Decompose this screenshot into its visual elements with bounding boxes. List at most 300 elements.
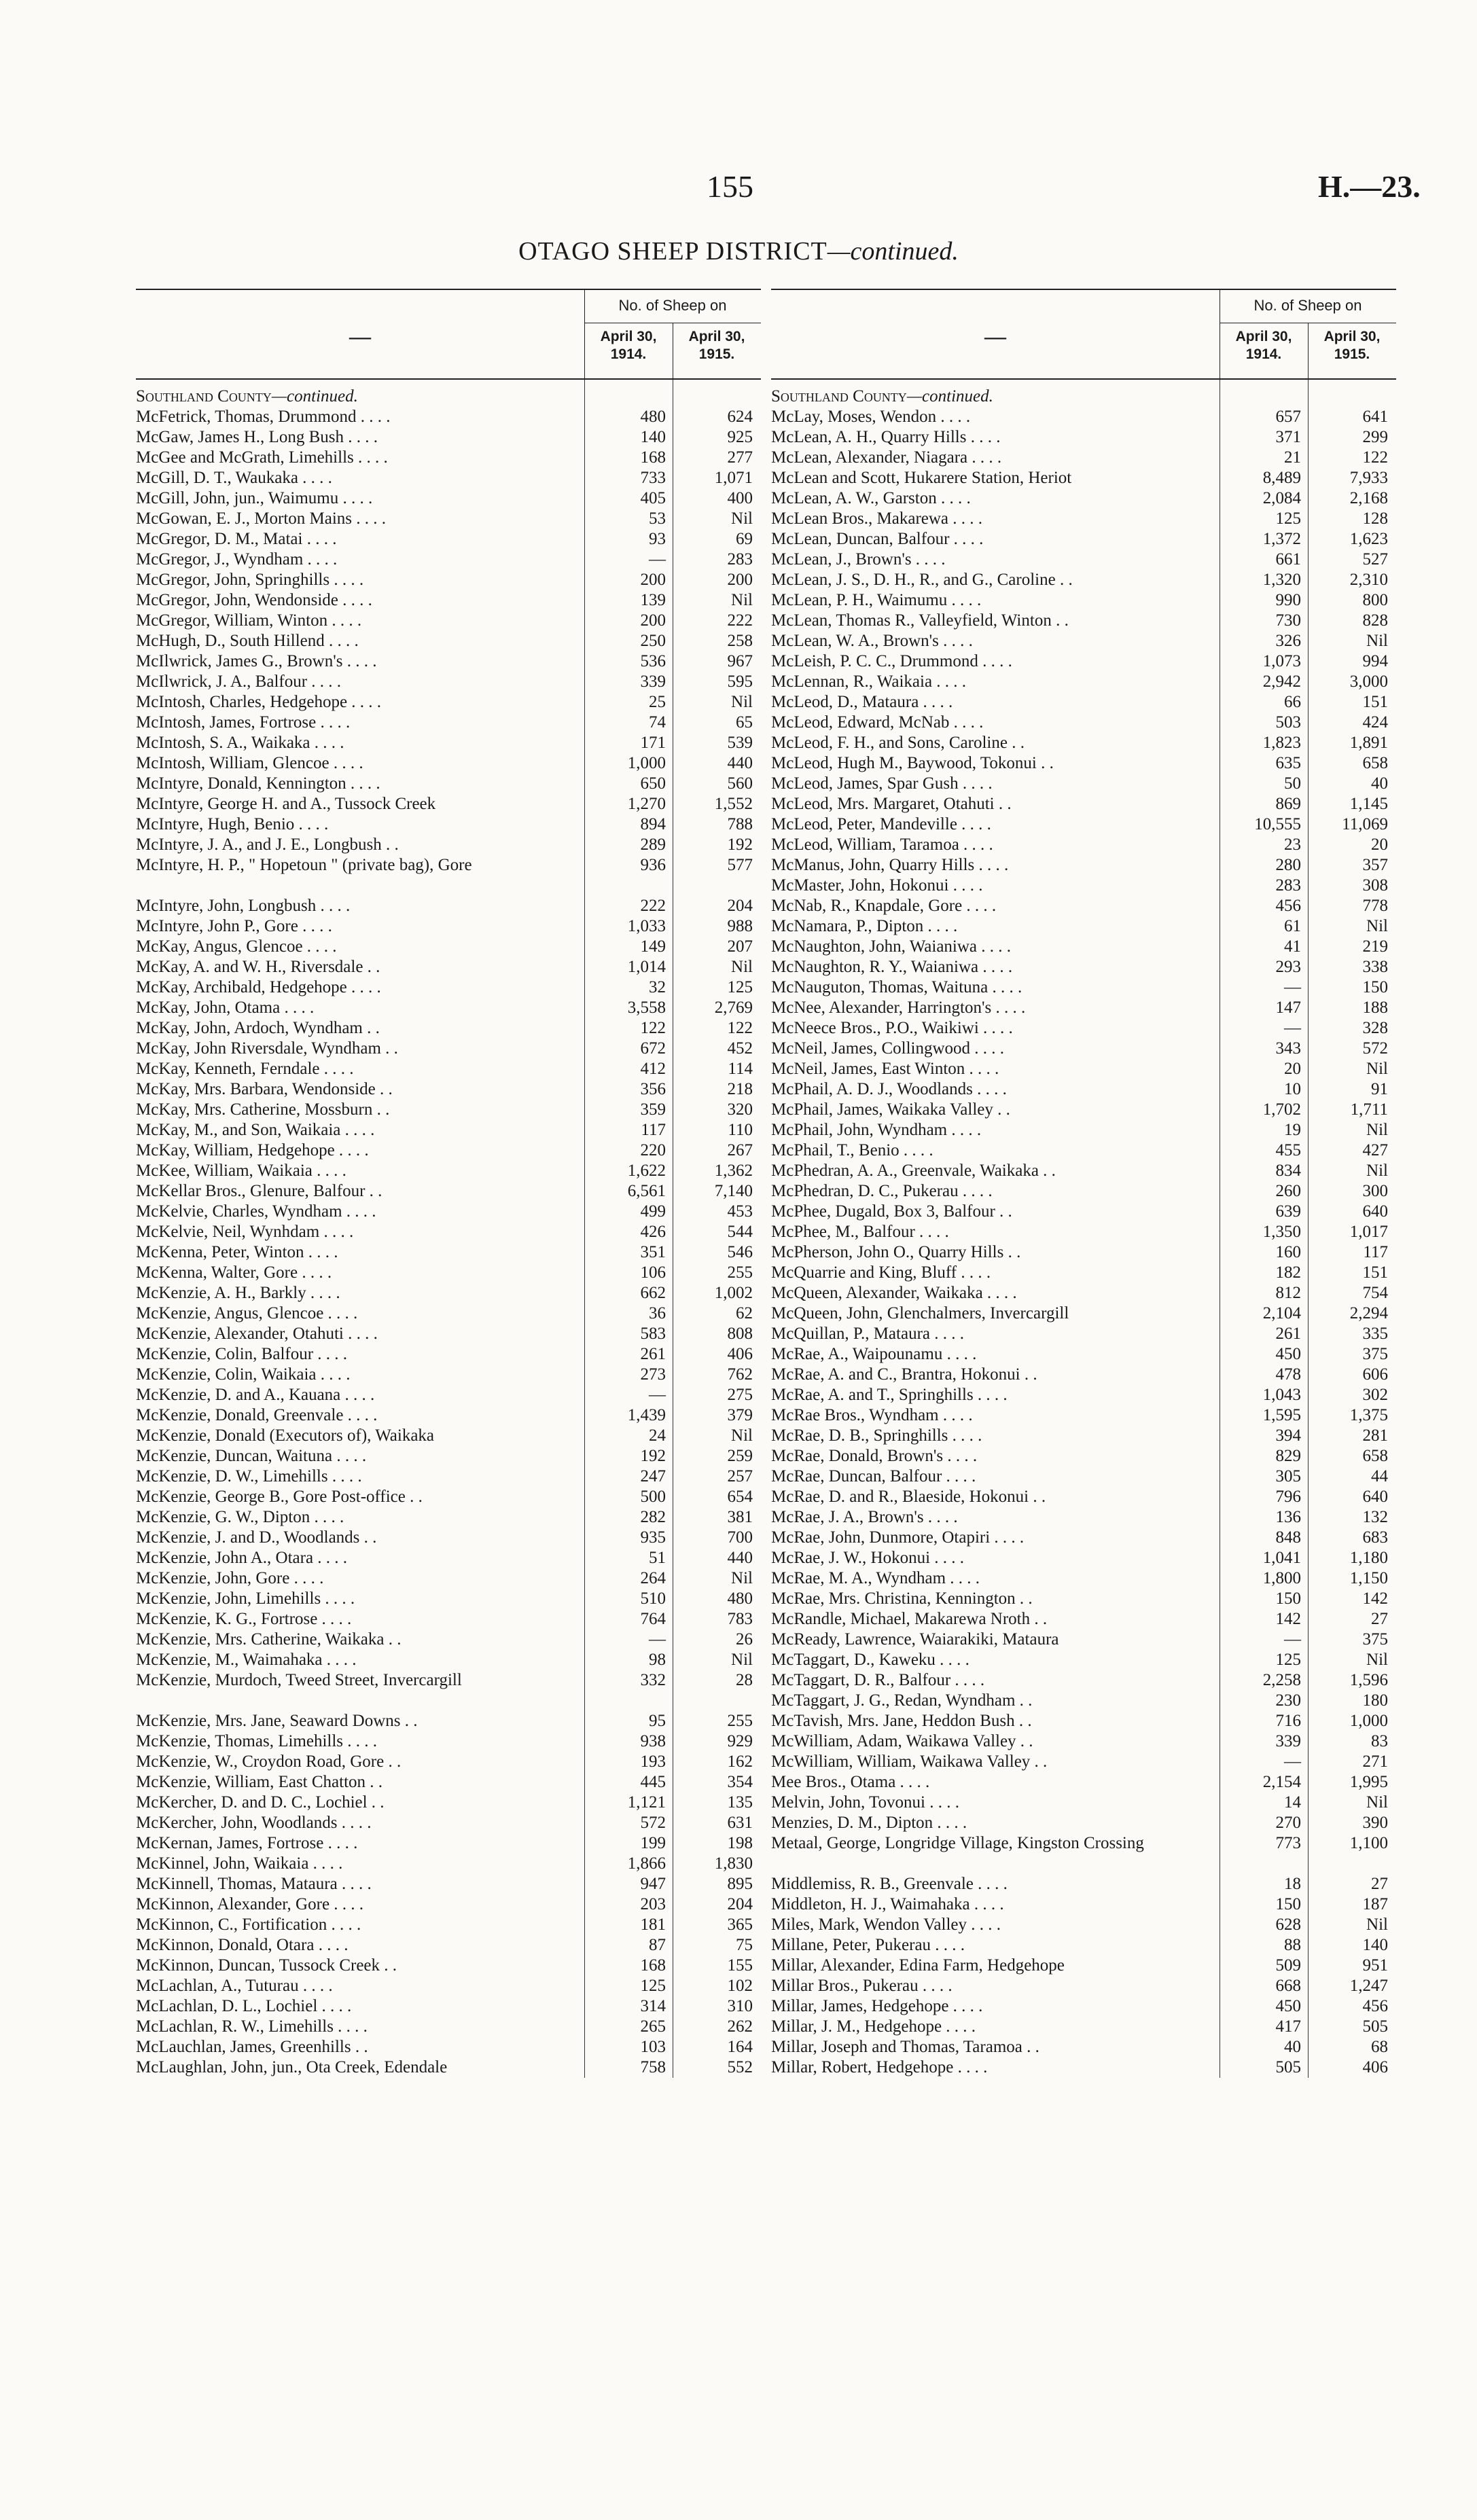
- table-row: [136, 1874, 761, 1894]
- page-title: [0, 236, 1477, 266]
- table-row: [771, 1405, 1396, 1426]
- table-row: [136, 1202, 761, 1222]
- page-number: 155: [707, 169, 753, 204]
- sheep-1915: 2,168: [1349, 489, 1388, 507]
- sheep-1915: Nil: [1366, 1651, 1388, 1669]
- table-row: [771, 753, 1396, 774]
- owner-name: McPhee, Dugald, Box 3, Balfour . .: [771, 1202, 1012, 1221]
- sheep-1914: 171: [640, 734, 666, 752]
- sheep-1914: 10: [1284, 1080, 1301, 1098]
- sheep-1915: 925: [727, 428, 753, 446]
- table-row: [771, 896, 1396, 916]
- sheep-1914: 351: [640, 1243, 666, 1261]
- sheep-1914: —: [1284, 1019, 1301, 1037]
- sheep-1914: 812: [1275, 1284, 1301, 1302]
- sheep-1915: 406: [1362, 2058, 1388, 2076]
- sheep-1914: 371: [1275, 428, 1301, 446]
- table-row: [136, 529, 761, 550]
- sheep-1915: 68: [1371, 2038, 1388, 2056]
- sheep-1914: 635: [1275, 754, 1301, 772]
- table-row: [136, 1365, 761, 1385]
- sheep-1915: 375: [1362, 1345, 1388, 1363]
- sheep-1914: 326: [1275, 632, 1301, 650]
- sheep-1914: 936: [640, 856, 666, 874]
- sheep-1914: 343: [1275, 1039, 1301, 1058]
- owner-name: McKenzie, Murdoch, Tweed Street, Invercargill: [136, 1671, 462, 1689]
- table-row: [136, 1915, 761, 1935]
- table-row: [771, 1140, 1396, 1161]
- table-row: [136, 1630, 761, 1650]
- sheep-1914: 1,622: [627, 1162, 666, 1180]
- sheep-1915: 44: [1371, 1467, 1388, 1486]
- table-row: [771, 876, 1396, 896]
- owner-name: McLay, Moses, Wendon . . . .: [771, 408, 971, 426]
- sheep-1915: 28: [736, 1671, 753, 1689]
- sheep-1914: 181: [640, 1915, 666, 1934]
- sheep-1914: 168: [640, 1956, 666, 1975]
- table-row: [771, 692, 1396, 713]
- sheep-1914: 426: [640, 1223, 666, 1241]
- sheep-1914: 23: [1284, 835, 1301, 854]
- sheep-1914: 40: [1284, 2038, 1301, 2056]
- owner-name: McIntosh, S. A., Waikaka . . . .: [136, 734, 344, 752]
- sheep-1914: 20: [1284, 1060, 1301, 1078]
- owner-name: McKay, William, Hedgehope . . . .: [136, 1141, 369, 1159]
- table-row: [136, 1140, 761, 1161]
- owner-name: McIntyre, Hugh, Benio . . . .: [136, 815, 329, 833]
- table-row: [136, 1731, 761, 1752]
- sheep-1914: 139: [640, 591, 666, 609]
- owner-name: McKenzie, John, Limehills . . . .: [136, 1589, 355, 1608]
- owner-name: McGowan, E. J., Morton Mains . . . .: [136, 509, 387, 528]
- sheep-1915: 75: [736, 1936, 753, 1954]
- sheep-1915: 354: [727, 1773, 753, 1791]
- sheep-1915: 299: [1362, 428, 1388, 446]
- sheep-1914: 990: [1275, 591, 1301, 609]
- table-row: [136, 1833, 761, 1854]
- sheep-1914: 1,320: [1262, 571, 1301, 589]
- sheep-1915: 658: [1362, 754, 1388, 772]
- owner-name: McNaughton, John, Waianiwa . . . .: [771, 937, 1012, 956]
- sheep-1915: 328: [1362, 1019, 1388, 1037]
- sheep-1914: 848: [1275, 1528, 1301, 1547]
- table-row: [136, 448, 761, 468]
- table-row: [771, 1956, 1396, 1976]
- owner-name: McPhee, M., Balfour . . . .: [771, 1223, 949, 1241]
- sheep-1914: 764: [640, 1610, 666, 1628]
- sheep-1915: 560: [727, 774, 753, 793]
- owner-name: McKenzie, Colin, Waikaia . . . .: [136, 1365, 351, 1384]
- sheep-1914: 117: [641, 1121, 666, 1139]
- sheep-1914: 125: [1275, 1651, 1301, 1669]
- sheep-1915: 128: [1362, 509, 1388, 528]
- table-row: [136, 1100, 761, 1120]
- sheep-1915: 1,891: [1349, 734, 1388, 752]
- sheep-1914: 894: [640, 815, 666, 833]
- sheep-1915: 1,375: [1349, 1406, 1388, 1424]
- owner-name: McTaggart, D. R., Balfour . . . .: [771, 1671, 985, 1689]
- sheep-1914: 536: [640, 652, 666, 670]
- sheep-1914: 160: [1275, 1243, 1301, 1261]
- sheep-1914: 10,555: [1254, 815, 1301, 833]
- sheep-1915: 424: [1362, 713, 1388, 732]
- sheep-1915: 365: [727, 1915, 753, 1934]
- sheep-1915: 255: [727, 1263, 753, 1282]
- table-row: [136, 611, 761, 631]
- sheep-1914: 53: [649, 509, 666, 528]
- sheep-1915: 125: [727, 978, 753, 996]
- owner-name: McFetrick, Thomas, Drummond . . . .: [136, 408, 391, 426]
- header-group-label: No. of Sheep on: [618, 297, 727, 314]
- owner-name: McKenzie, J. and D., Woodlands . .: [136, 1528, 377, 1547]
- sheep-1915: 117: [1363, 1243, 1388, 1261]
- sheep-1914: 222: [640, 897, 666, 915]
- table-row: [136, 509, 761, 529]
- owner-name: McIlwrick, James G., Brown's . . . .: [136, 652, 377, 670]
- sheep-1915: 700: [727, 1528, 753, 1547]
- sheep-1914: 1,014: [627, 958, 666, 976]
- sheep-1915: 1,596: [1349, 1671, 1388, 1689]
- table-row: [771, 1466, 1396, 1487]
- table-row: [136, 1711, 761, 1731]
- header-dash: —: [349, 324, 371, 348]
- sheep-1914: 1,866: [627, 1854, 666, 1873]
- sheep-1915: 258: [727, 632, 753, 650]
- sheep-1914: 503: [1275, 713, 1301, 732]
- owner-name: McLachlan, R. W., Limehills . . . .: [136, 2017, 368, 2036]
- table-row: [771, 1528, 1396, 1548]
- owner-name: McKay, Kenneth, Ferndale . . . .: [136, 1060, 354, 1078]
- owner-name: McKay, A. and W. H., Riversdale . .: [136, 958, 380, 976]
- sheep-1915: Nil: [731, 1426, 753, 1445]
- owner-name: McKenna, Walter, Gore . . . .: [136, 1263, 332, 1282]
- sheep-1914: 773: [1275, 1834, 1301, 1852]
- sheep-1915: 204: [727, 1895, 753, 1913]
- sheep-1914: 250: [640, 632, 666, 650]
- sheep-1914: 199: [640, 1834, 666, 1852]
- table-row: [136, 814, 761, 835]
- sheep-1914: 168: [640, 448, 666, 467]
- table-row: [771, 998, 1396, 1018]
- sheep-1914: 450: [1275, 1345, 1301, 1363]
- sheep-1915: Nil: [1366, 917, 1388, 935]
- sheep-1914: 122: [640, 1019, 666, 1037]
- table-row: [771, 937, 1396, 957]
- sheep-1914: 36: [649, 1304, 666, 1322]
- owner-name: McKay, Angus, Glencoe . . . .: [136, 937, 337, 956]
- sheep-1914: 796: [1275, 1488, 1301, 1506]
- table-row: [771, 1283, 1396, 1303]
- owner-name: McKernan, James, Fortrose . . . .: [136, 1834, 358, 1852]
- sheep-1914: 672: [640, 1039, 666, 1058]
- owner-name: McKenzie, Colin, Balfour . . . .: [136, 1345, 348, 1363]
- sheep-1915: 1,145: [1349, 795, 1388, 813]
- owner-name: McWilliam, William, Waikawa Valley . .: [771, 1752, 1048, 1771]
- table-row: [136, 1344, 761, 1365]
- owner-name: McLeod, James, Spar Gush . . . .: [771, 774, 993, 793]
- sheep-1915: 595: [727, 672, 753, 691]
- sheep-1914: 500: [640, 1488, 666, 1506]
- sheep-1915: 778: [1362, 897, 1388, 915]
- owner-name: McGill, John, jun., Waimumu . . . .: [136, 489, 373, 507]
- table-row: [136, 957, 761, 977]
- owner-name: McGregor, J., Wyndham . . . .: [136, 550, 338, 569]
- owner-name: McIlwrick, J. A., Balfour . . . .: [136, 672, 342, 691]
- owner-name: McNab, R., Knapdale, Gore . . . .: [771, 897, 997, 915]
- sheep-1914: 51: [649, 1549, 666, 1567]
- owner-name: McKay, Mrs. Barbara, Wendonside . .: [136, 1080, 393, 1098]
- table-row: [771, 672, 1396, 692]
- owner-name: McKenzie, George B., Gore Post-office . .: [136, 1488, 423, 1506]
- table-row: [136, 835, 761, 855]
- sheep-1914: 2,942: [1262, 672, 1301, 691]
- sheep-1915: Nil: [1366, 1793, 1388, 1812]
- sheep-1914: 1,702: [1262, 1100, 1301, 1119]
- table-row: [771, 2037, 1396, 2057]
- owner-name: Metaal, George, Longridge Village, Kingston Crossing: [771, 1834, 1144, 1852]
- sheep-1914: 505: [1275, 2058, 1301, 2076]
- table-row: [136, 407, 761, 427]
- section-title: Southland County: [771, 387, 907, 406]
- sheep-1914: 661: [1275, 550, 1301, 569]
- owner-name: McKercher, D. and D. C., Lochiel . .: [136, 1793, 385, 1812]
- document-code: H.—23.: [1318, 169, 1421, 204]
- sheep-1915: 552: [727, 2058, 753, 2076]
- sheep-1915: 400: [727, 489, 753, 507]
- sheep-1914: 182: [1275, 1263, 1301, 1282]
- table-row: [771, 1772, 1396, 1793]
- sheep-1914: 6,561: [627, 1182, 666, 1200]
- owner-name: McIntyre, H. P., " Hopetoun " (private bag), Gore: [136, 856, 472, 874]
- sheep-1914: 14: [1284, 1793, 1301, 1812]
- owner-name: McKenzie, K. G., Fortrose . . . .: [136, 1610, 352, 1628]
- table-row: [771, 1731, 1396, 1752]
- sheep-1914: 1,439: [627, 1406, 666, 1424]
- owner-name: McLean, J. S., D. H., R., and G., Caroline . .: [771, 571, 1073, 589]
- sheep-1915: 122: [1362, 448, 1388, 467]
- owner-name: McGregor, John, Wendonside . . . .: [136, 591, 372, 609]
- sheep-1915: 427: [1362, 1141, 1388, 1159]
- owner-name: McLeod, D., Mataura . . . .: [771, 693, 953, 711]
- sheep-1914: 1,041: [1262, 1549, 1301, 1567]
- owner-name: McRae, John, Dunmore, Otapiri . . . .: [771, 1528, 1025, 1547]
- owner-name: McWilliam, Adam, Waikawa Valley . .: [771, 1732, 1033, 1750]
- section-title: Southland County: [136, 387, 272, 406]
- table-row: [136, 713, 761, 733]
- table-row: [136, 1263, 761, 1283]
- table-row: [136, 896, 761, 916]
- sheep-1915: 262: [727, 2017, 753, 2036]
- sheep-1915: 11,069: [1342, 815, 1388, 833]
- sheep-1915: 2,769: [714, 998, 753, 1017]
- owner-name: McLean and Scott, Hukarere Station, Heriot: [771, 469, 1072, 487]
- sheep-1914: 412: [640, 1060, 666, 1078]
- sheep-1914: 293: [1275, 958, 1301, 976]
- sheep-1915: 1,623: [1349, 530, 1388, 548]
- owner-name: Melvin, John, Tovonui . . . .: [771, 1793, 959, 1812]
- table-row: [771, 407, 1396, 427]
- sheep-1914: 455: [1275, 1141, 1301, 1159]
- table-row: [771, 570, 1396, 590]
- title-suffix: —continued.: [827, 237, 959, 266]
- table-row: [136, 1894, 761, 1915]
- owner-name: McKinnon, C., Fortification . . . .: [136, 1915, 361, 1934]
- owner-name: McRae, A. and C., Brantra, Hokonui . .: [771, 1365, 1037, 1384]
- table-row: [136, 1385, 761, 1405]
- sheep-1914: 733: [640, 469, 666, 487]
- sheep-1914: 834: [1275, 1162, 1301, 1180]
- sheep-1915: 310: [727, 1997, 753, 2015]
- sheep-1914: 2,084: [1262, 489, 1301, 507]
- table-row: [771, 1222, 1396, 1242]
- table-row: [771, 509, 1396, 529]
- table-row: [136, 2017, 761, 2037]
- owner-name: McRae, J. W., Hokonui . . . .: [771, 1549, 965, 1567]
- sheep-1914: 456: [1275, 897, 1301, 915]
- table-row: [136, 1772, 761, 1793]
- table-row: [136, 1813, 761, 1833]
- section-suffix: —continued.: [906, 387, 993, 406]
- owner-name: McRandle, Michael, Makarewa Nroth . .: [771, 1610, 1048, 1628]
- table-row: [136, 1222, 761, 1242]
- table-row: [771, 713, 1396, 733]
- sheep-1914: 935: [640, 1528, 666, 1547]
- sheep-1915: 967: [727, 652, 753, 670]
- sheep-1914: 265: [640, 2017, 666, 2036]
- owner-name: Middleton, H. J., Waimahaka . . . .: [771, 1895, 1004, 1913]
- table-row: [771, 1935, 1396, 1956]
- table-row: [136, 1120, 761, 1140]
- table-row: [136, 794, 761, 814]
- table-row: [136, 937, 761, 957]
- owner-name: McPhedran, A. A., Greenvale, Waikaka . .: [771, 1162, 1056, 1180]
- sheep-1915: 440: [727, 1549, 753, 1567]
- sheep-1914: 716: [1275, 1712, 1301, 1730]
- owner-name: McNamara, P., Dipton . . . .: [771, 917, 958, 935]
- owner-name: McLeish, P. C. C., Drummond . . . .: [771, 652, 1012, 670]
- sheep-1915: 267: [727, 1141, 753, 1159]
- sheep-1915: 180: [1362, 1691, 1388, 1710]
- sheep-1914: 314: [640, 1997, 666, 2015]
- sheep-1915: 828: [1362, 611, 1388, 630]
- sheep-1915: 2,310: [1349, 571, 1388, 589]
- owner-name: McKenzie, William, East Chatton . .: [136, 1773, 383, 1791]
- table-row: [136, 1609, 761, 1630]
- sheep-1915: 164: [727, 2038, 753, 2056]
- sheep-1915: 577: [727, 856, 753, 874]
- sheep-1914: 305: [1275, 1467, 1301, 1486]
- sheep-1914: 499: [640, 1202, 666, 1221]
- sheep-1915: 808: [727, 1325, 753, 1343]
- owner-name: McRae, A., Waipounamu . . . .: [771, 1345, 977, 1363]
- table-row: [771, 1752, 1396, 1772]
- sheep-1915: Nil: [731, 509, 753, 528]
- table-row: [771, 1303, 1396, 1324]
- owner-name: McNeece Bros., P.O., Waikiwi . . . .: [771, 1019, 1013, 1037]
- table-row: [771, 488, 1396, 509]
- sheep-1915: 277: [727, 448, 753, 467]
- owner-name: McGregor, John, Springhills . . . .: [136, 571, 364, 589]
- sheep-1915: 27: [1371, 1610, 1388, 1628]
- owner-name: McIntosh, William, Glencoe . . . .: [136, 754, 363, 772]
- sheep-1914: 61: [1284, 917, 1301, 935]
- sheep-1914: 125: [1275, 509, 1301, 528]
- table-row: [771, 427, 1396, 448]
- sheep-1915: 40: [1371, 774, 1388, 793]
- table-row: [771, 1650, 1396, 1670]
- table-row: [136, 1854, 761, 1874]
- sheep-1915: 1,995: [1349, 1773, 1388, 1791]
- header-dash: —: [984, 324, 1006, 348]
- sheep-1915: 222: [727, 611, 753, 630]
- table-row: [771, 448, 1396, 468]
- sheep-1914: —: [649, 550, 666, 569]
- owner-name: McKenzie, Donald, Greenvale . . . .: [136, 1406, 378, 1424]
- sheep-1914: 583: [640, 1325, 666, 1343]
- sheep-1914: —: [1284, 1752, 1301, 1771]
- sheep-1915: 357: [1362, 856, 1388, 874]
- sheep-1914: 280: [1275, 856, 1301, 874]
- table-row: [136, 631, 761, 651]
- table-row: [136, 1283, 761, 1303]
- table-row: [771, 957, 1396, 977]
- sheep-1915: 800: [1362, 591, 1388, 609]
- owner-name: Millane, Peter, Pukerau . . . .: [771, 1936, 965, 1954]
- sheep-1914: 2,104: [1262, 1304, 1301, 1322]
- table-row: [771, 1589, 1396, 1609]
- sheep-1915: 895: [727, 1875, 753, 1893]
- sheep-1915: 257: [727, 1467, 753, 1486]
- sheep-1915: Nil: [731, 1569, 753, 1587]
- owner-name: McIntosh, Charles, Hedgehope . . . .: [136, 693, 382, 711]
- sheep-1914: 203: [640, 1895, 666, 1913]
- sheep-1914: 1,121: [627, 1793, 666, 1812]
- table-row: [771, 1976, 1396, 1996]
- sheep-1915: 200: [727, 571, 753, 589]
- sheep-1914: 3,558: [627, 998, 666, 1017]
- header-col-1915: April 30, 1915.: [1323, 329, 1381, 362]
- table-row: [136, 1405, 761, 1426]
- sheep-1915: Nil: [1366, 1162, 1388, 1180]
- owner-name: McKenzie, Angus, Glencoe . . . .: [136, 1304, 358, 1322]
- sheep-1915: 683: [1362, 1528, 1388, 1547]
- sheep-1915: 452: [727, 1039, 753, 1058]
- owner-name: McKinnell, Thomas, Mataura . . . .: [136, 1875, 372, 1893]
- table-row: [136, 1589, 761, 1609]
- sheep-1914: 339: [640, 672, 666, 691]
- table-row: [771, 814, 1396, 835]
- table-row: [136, 1976, 761, 1996]
- sheep-1915: 762: [727, 1365, 753, 1384]
- owner-name: McKenzie, A. H., Barkly . . . .: [136, 1284, 340, 1302]
- table-row: [771, 1548, 1396, 1568]
- table-row: [771, 1507, 1396, 1528]
- sheep-1914: 150: [1275, 1895, 1301, 1913]
- sheep-1914: 332: [640, 1671, 666, 1689]
- sheep-1914: —: [649, 1630, 666, 1649]
- sheep-1914: 87: [649, 1936, 666, 1954]
- table-row: [771, 855, 1396, 876]
- table-row: [136, 1303, 761, 1324]
- sheep-1915: 456: [1362, 1997, 1388, 2015]
- sheep-1915: Nil: [1366, 1121, 1388, 1139]
- table-row: [136, 1324, 761, 1344]
- sheep-1914: 869: [1275, 795, 1301, 813]
- sheep-1915: 1,000: [1349, 1712, 1388, 1730]
- table-row: [771, 1996, 1396, 2017]
- owner-name: McKenna, Peter, Winton . . . .: [136, 1243, 338, 1261]
- header-col-1914: April 30, 1914.: [600, 329, 657, 362]
